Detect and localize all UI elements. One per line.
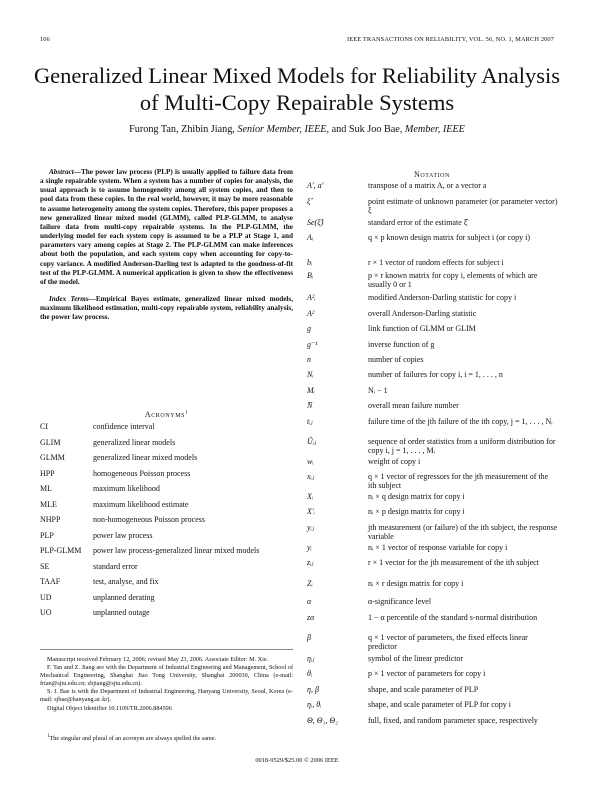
author-affiliation-1: F. Tan and Z. Jiang are with the Department of Industrial Engineering and Management, School of Mechanical Engineering, Shanghai Jiao Tong University, Shanghai 200030, China (e-mail: frtan@sjtu.edu.cn; zbjiang@sjtu.edu.cn). [40, 664, 293, 688]
notation-symbol: bᵢ [307, 258, 313, 267]
acronym-definition: power law process-generalized linear mixed models [93, 546, 260, 555]
notation-definition: r × 1 vector of random effects for subject i [368, 258, 504, 267]
notation-definition: link function of GLMM or GLIM [368, 324, 476, 333]
author-line [30, 124, 564, 135]
notation-definition: shape, and scale parameter of PLP for copy i [368, 700, 511, 709]
acronyms-heading: Acronyms$^1$ [144, 410, 189, 419]
acronym-row [40, 562, 293, 571]
footnote-mark: 1 [47, 733, 50, 739]
notation-symbol: Ûᵢⱼ [307, 437, 317, 446]
abstract [40, 168, 293, 287]
notation-definition: full, fixed, and random parameter space, respectively [368, 716, 538, 725]
author-and: and Suk Joo Bae, [331, 124, 403, 135]
notation-symbol: g⁻¹ [307, 340, 318, 349]
acronym-term: GLIM [40, 437, 61, 447]
acronym-definition: unplanned outage [93, 608, 150, 617]
acronym-row [40, 515, 293, 524]
notation-symbol: wᵢ [307, 457, 314, 466]
notation-symbol: zα [307, 613, 315, 622]
acronym-term: CI [40, 422, 48, 431]
notation-symbol: A² [307, 309, 315, 318]
author-1-role: Senior Member, IEEE, [237, 124, 330, 135]
notation-symbol: yᵢⱼ [307, 523, 314, 532]
notation-definition: modified Anderson-Darling statistic for copy i [368, 293, 517, 302]
notation-definition: q × 1 vector of parameters, the fixed effects linear predictor [368, 633, 528, 651]
notation-definition: point estimate of unknown parameter (or parameter vector) ξ [368, 197, 558, 215]
notation-symbol: β [307, 633, 311, 642]
index-terms [40, 295, 293, 322]
doi: Digital Object Identifier 10.1109/TR.2006.884596 [47, 704, 172, 712]
notation-definition: jth measurement (or failure) of the ith subject, the response variable [368, 523, 558, 541]
acronym-term: HPP [40, 468, 55, 478]
notation-symbol: g [307, 324, 311, 333]
acronym-row [40, 608, 293, 617]
notation-symbol: A′, a′ [307, 181, 324, 190]
acronym-list [40, 422, 293, 617]
abstract-text: The power law process (PLP) is usually applied to failure data from a single repairable system. When a system has a number of copies for analysis, the usual approach is to assume homogeneity among all system copies, and then to pool data from these copies. In the real world, however, it may be more reasonable to assume heterogeneity among the system copies. Therefore, this paper proposes a new generalized linear mixed model (GLMM), called PLP-GLMM, to analyse failure data from multi-copy repairable systems. In the PLP-GLMM, the underlying model for each system copy is assumed to be a PLP at Stage 1, and parameters vary among copies at Stage 2. The PLP-GLMM can make inferences about both the population, and each system copy when accounting for copy-to-copy variance. A modified Anderson-Darling test is adapted to the goodness-of-fit test of the PLP-GLMM. A numerical application is given to show the effectiveness of the model. [40, 168, 293, 286]
notation-symbol: ηᵢ, θᵢ [307, 700, 322, 709]
acronym-row [40, 469, 293, 478]
notation-symbol: α [307, 597, 312, 606]
index-terms-text: Empirical Bayes estimate, generalized linear mixed models, maximum likelihood estimation, multi-copy repairable system, reliability analysis, the power law process. [40, 295, 293, 322]
acronym-definition: maximum likelihood estimate [93, 499, 189, 509]
acronym-term: NHPP [40, 515, 61, 524]
acronym-definition: non-homogeneous Poisson process [93, 515, 205, 524]
acronym-row [40, 438, 293, 447]
notation-symbol: Se(ξ̂) [307, 218, 324, 227]
index-terms-lead: Index Terms— [49, 295, 96, 304]
acronym-term: UO [40, 608, 52, 617]
acronym-row [40, 484, 293, 493]
notation-symbol: yᵢ [307, 543, 312, 552]
notation-definition: overall Anderson-Darling statistic [368, 309, 477, 318]
notation-definition: 1 − α percentile of the standard s-normal distribution [368, 613, 538, 622]
notation-symbol: A²ᵢ [307, 293, 316, 302]
acronym-definition: unplanned derating [93, 592, 155, 602]
notation-heading: Notation [413, 170, 451, 179]
acronym-definition: standard error [93, 561, 138, 571]
notation-definition: symbol of the linear predictor [368, 654, 464, 663]
notation-definition: shape, and scale parameter of PLP [368, 685, 479, 694]
notation-symbol: n [307, 355, 311, 364]
abstract-lead: Abstract— [49, 168, 81, 176]
notation-definition: failure time of the jth failure of the ith copy, j = 1, . . . , Nᵢ [368, 417, 553, 426]
acronym-term: UD [40, 592, 52, 602]
acronym-definition: homogeneous Poisson process [93, 468, 191, 478]
acronym-definition: generalized linear mixed models [93, 453, 198, 462]
acronym-term: MLE [40, 499, 57, 509]
footnote-rule [40, 649, 293, 650]
author-2-role: Member, IEEE [404, 124, 465, 135]
notation-symbol: ξ̂ [307, 197, 311, 206]
acronyms-section [40, 410, 293, 617]
acronym-definition: maximum likelihood [93, 484, 160, 493]
notation-symbol: ηᵢⱼ [307, 654, 315, 663]
author-affiliation-2: S. J. Bae is with the Department of Industrial Engineering, Hanyang University, Seoul, Korea (e-mail: sjbae@hanyang.ac.kr). [40, 688, 293, 704]
footnote-text: The singular and plural of an acronym are always spelled the same. [49, 735, 217, 742]
notation-symbol: Xᵢ [307, 492, 314, 501]
acronym-row [40, 546, 293, 555]
notation-definition: Nᵢ − 1 [368, 386, 388, 395]
page-number: 106 [40, 36, 50, 43]
notation-definition: weight of copy i [368, 457, 421, 466]
acronym-row [40, 577, 293, 586]
notation-definition: number of failures for copy i, i = 1, . . . , n [368, 370, 503, 379]
notation-definition: overall mean failure number [368, 401, 459, 410]
acronym-term: PLP-GLMM [40, 546, 82, 555]
notation-symbol: η, β [307, 685, 319, 694]
notation-symbol: N̄ [307, 401, 313, 410]
notation-symbol: Bᵢ [307, 271, 314, 280]
paper-title: Generalized Linear Mixed Models for Reliability Analysis of Multi-Copy Repairable Systems [33, 63, 561, 115]
notation-symbol: tᵢⱼ [307, 417, 313, 426]
notation-definition: q × 1 vector of regressors for the jth measurement of the ith subject [368, 472, 549, 490]
acronym-row [40, 500, 293, 509]
left-column [40, 168, 293, 323]
acronym-definition: test, analyse, and fix [93, 577, 159, 586]
acronym-definition: generalized linear models [93, 437, 176, 447]
notation-definition: sequence of order statistics from a uniform distribution for copy i, j = 1, . . . , Mᵢ [368, 437, 556, 455]
author-1: Furong Tan, Zhibin Jiang, [129, 124, 235, 135]
acronym-row [40, 593, 293, 602]
notation-definition: p × 1 vector of parameters for copy i [368, 669, 486, 678]
acronym-term: SE [40, 561, 50, 571]
acronym-row [40, 453, 293, 462]
notation-definition: nᵢ × r design matrix for copy i [368, 579, 464, 588]
notation-definition: standard error of the estimate ξ̂ [368, 218, 468, 227]
notation-symbol: Aᵢ [307, 233, 314, 242]
notation-symbol: θᵢ [307, 669, 313, 678]
notation-definition: p × r known matrix for copy i, elements of which are usually 0 or 1 [368, 271, 538, 289]
acronym-row [40, 531, 293, 540]
notation-symbol: X′ᵢ [307, 507, 315, 516]
notation-definition: nᵢ × 1 vector of response variable for copy i [368, 543, 508, 552]
notation-definition: transpose of a matrix A, or a vector a [368, 181, 487, 190]
acronym-definition: confidence interval [93, 422, 155, 431]
manuscript-received: Manuscript received February 12, 2006; revised May 23, 2006. Associate Editor: M. Xie. [47, 656, 269, 663]
notation-section [307, 168, 558, 725]
notation-definition: number of copies [368, 355, 424, 364]
notation-symbol: Mᵢ [307, 386, 315, 395]
acronym-term: GLMM [40, 453, 65, 462]
acronym-term: PLP [40, 530, 54, 540]
notation-symbol: Nᵢ [307, 370, 314, 379]
notation-symbol: xᵢⱼ [307, 472, 314, 481]
copyright-line: 0018-9529/$25.00 © 2006 IEEE [255, 757, 339, 764]
notation-symbol: Zᵢ [307, 579, 313, 588]
manuscript-info [40, 656, 293, 713]
acronym-term: ML [40, 484, 52, 493]
footnote [40, 735, 293, 743]
notation-symbol: zᵢⱼ [307, 558, 314, 567]
notation-definition: r × 1 vector for the jth measurement of the ith subject [368, 558, 539, 567]
notation-definition: q × p known design matrix for subject i (or copy i) [368, 233, 531, 242]
acronym-definition: power law process [93, 530, 153, 540]
notation-definition: nᵢ × q design matrix for copy i [368, 492, 465, 501]
notation-definition: nᵢ × p design matrix for copy i [368, 507, 465, 516]
notation-symbol: Θ, Θ₁, Θ₂ [307, 716, 338, 725]
journal-citation: IEEE TRANSACTIONS ON RELIABILITY, VOL. 56, NO. 1, MARCH 2007 [347, 36, 554, 43]
notation-definition: inverse function of g [368, 340, 435, 349]
acronym-row [40, 422, 293, 431]
acronym-term: TAAF [40, 577, 61, 586]
acronyms-footmark: 1 [185, 410, 189, 416]
notation-definition: α-significance level [368, 597, 432, 606]
